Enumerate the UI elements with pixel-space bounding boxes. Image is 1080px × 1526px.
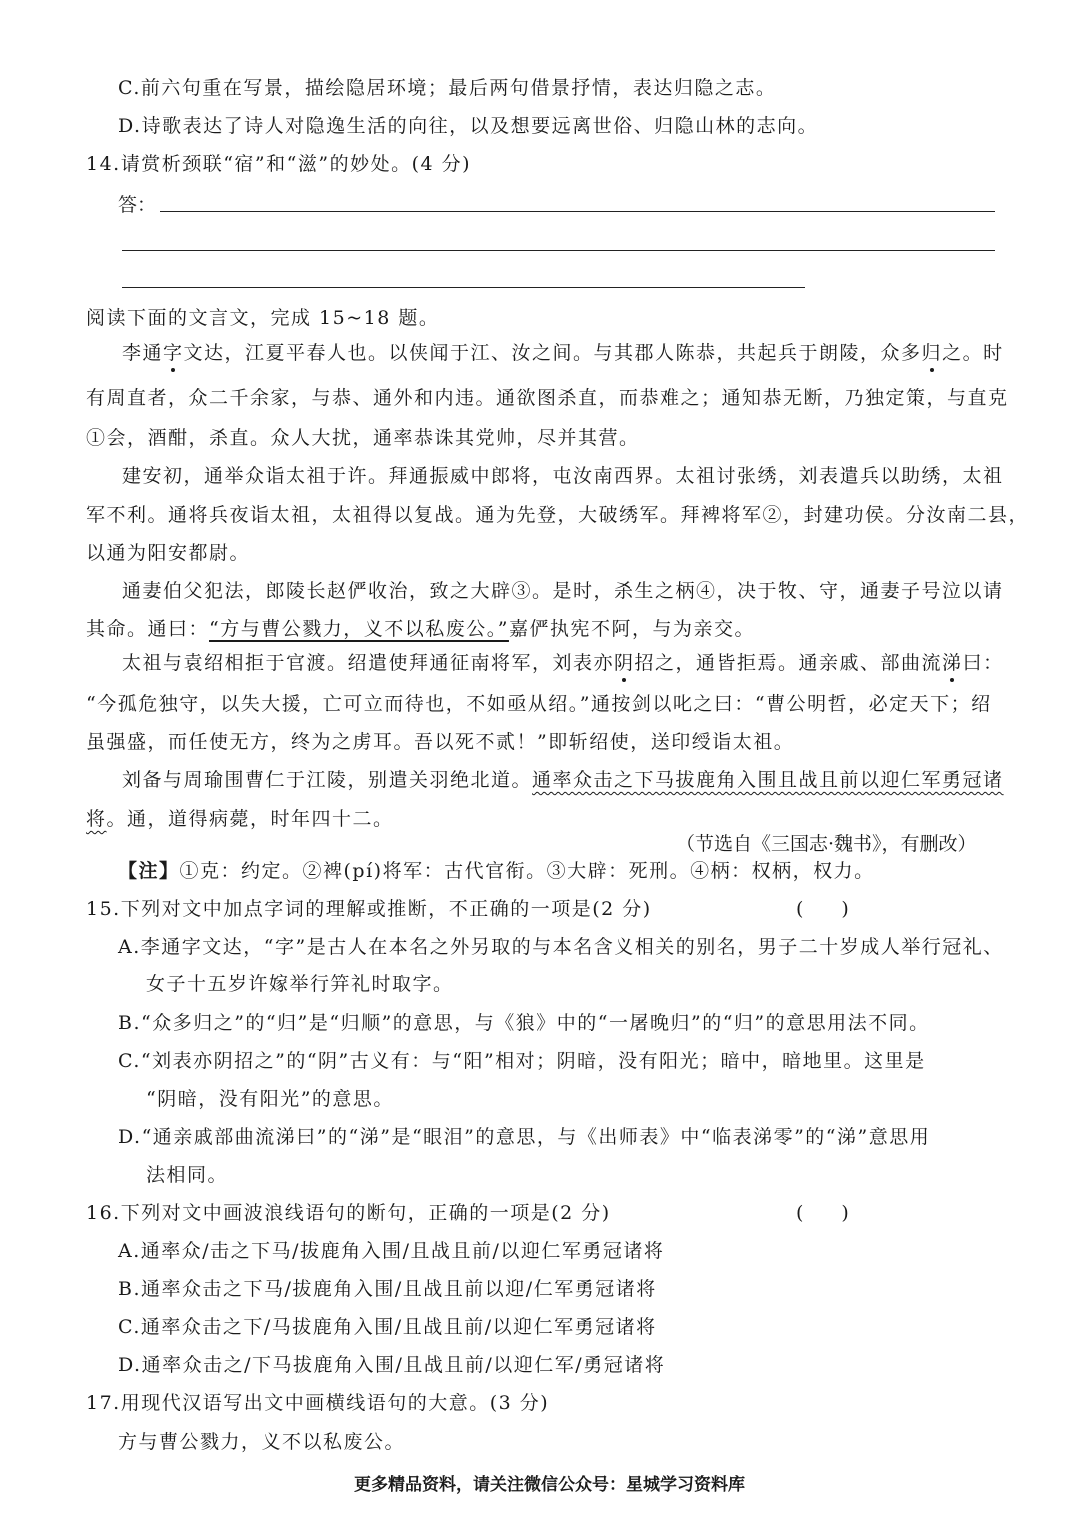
q17-stem: 17.用现代汉语写出文中画横线语句的大意。(3 分) bbox=[86, 1392, 550, 1414]
passage-p5-line-1: 刘备与周瑜围曹仁于江陵，别遣关羽绝北道。通率众击之下马拔鹿角入围且战且前以迎仁军勇冠诸 bbox=[122, 769, 1004, 791]
q14-answer-label: 答： bbox=[118, 194, 157, 216]
dotted-char-yin: 阴 bbox=[614, 652, 635, 674]
q16-option-b: B.通率众击之下马/拔鹿角入围/且战且前以迎/仁军勇冠诸将 bbox=[118, 1278, 657, 1300]
passage-p5-line-2: 将。通，道得病薨，时年四十二。 bbox=[86, 808, 394, 830]
q16-option-d: D.通率众击之/下马拔鹿角入围/且战且前/以迎仁军/勇冠诸将 bbox=[118, 1354, 666, 1376]
footer-promo: 更多精品资料，请关注微信公众号：星城学习资料库 bbox=[354, 1475, 745, 1495]
passage-p2-line-2: 军不利。通将兵夜诣太祖，太祖得以复战。通为先登，大破绣军。拜裨将军②，封建功侯。分汝南二县， bbox=[86, 504, 1030, 526]
q16-answer-paren: ( ) bbox=[796, 1202, 849, 1224]
q17-sentence: 方与曹公戮力，义不以私废公。 bbox=[118, 1431, 406, 1453]
q16-stem: 16.下列对文中画波浪线语句的断句，正确的一项是(2 分) bbox=[86, 1202, 611, 1224]
q16-option-c: C.通率众击之下/马拔鹿角入围/且战且前/以迎仁军勇冠诸将 bbox=[118, 1316, 657, 1338]
passage-p3-line-1: 通妻伯父犯法，郎陵长赵俨收治，致之大辟③。是时，杀生之柄④，决于牧、守，通妻子号泣以请 bbox=[122, 580, 1004, 602]
q15-option-d-line-2: 法相同。 bbox=[146, 1164, 229, 1186]
q15-option-c-line-2: “阴暗，没有阳光”的意思。 bbox=[146, 1088, 394, 1110]
passage-source: （节选自《三国志·魏书》，有删改） bbox=[676, 833, 977, 855]
passage-p3-line-2: 其命。通曰：“方与曹公戮力，义不以私废公。”嘉俨执宪不阿，与为亲交。 bbox=[86, 618, 755, 640]
dotted-char-ti: 涕 bbox=[942, 652, 963, 674]
q16-option-a: A.通率众/击之下马/拔鹿角入围/且战且前/以迎仁军勇冠诸将 bbox=[118, 1240, 665, 1262]
passage-p2-line-3: 以通为阳安都尉。 bbox=[86, 542, 251, 564]
passage-p1-line-2: 有周直者，众二千余家，与恭、通外和内违。通欲图杀直，而恭难之；通知恭无断，乃独定策，与直克 bbox=[86, 387, 1009, 409]
passage-intro: 阅读下面的文言文，完成 15~18 题。 bbox=[86, 307, 440, 329]
q15-answer-paren: ( ) bbox=[796, 898, 849, 920]
q15-option-a-line-2: 女子十五岁许嫁举行笄礼时取字。 bbox=[146, 973, 454, 995]
q14-stem: 14.请赏析颈联“宿”和“滋”的妙处。(4 分) bbox=[86, 153, 472, 175]
q15-option-a-line-1: A.李通字文达，“字”是古人在本名之外另取的与本名含义相关的别名，男子二十岁成人举行冠礼、 bbox=[118, 936, 1004, 958]
passage-p1-line-1: 李通字文达，江夏平春人也。以侠闻于江、汝之间。与其郡人陈恭，共起兵于朗陵，众多归之。时 bbox=[122, 342, 1004, 364]
passage-p2-line-1: 建安初，通举众诣太祖于许。拜通振威中郎将，屯汝南西界。太祖讨张绣，刘表遣兵以助绣，太祖 bbox=[122, 465, 1004, 487]
passage-p4-line-1: 太祖与袁绍相拒于官渡。绍遣使拜通征南将军，刘表亦阴招之，通皆拒焉。通亲戚、部曲流涕曰： bbox=[122, 652, 1004, 674]
answer-line-3 bbox=[122, 287, 805, 288]
q15-stem: 15.下列对文中加点字词的理解或推断，不正确的一项是(2 分) bbox=[86, 898, 652, 920]
q15-option-c-line-1: C.“刘表亦阴招之”的“阴”古义有：与“阳”相对；阴暗，没有阳光；暗中，暗地里。这里是 bbox=[118, 1050, 926, 1072]
passage-notes: 【注】①克：约定。②裨(pí)将军：古代官衔。③大辟：死刑。④柄：权柄，权力。 bbox=[118, 860, 875, 882]
passage-p4-line-2: “今孤危独守，以失大援，亡可立而待也，不如亟从绍。”通按剑以叱之曰：“曹公明哲，必定天下；绍 bbox=[86, 693, 992, 715]
q15-option-d-line-1: D.“通亲戚部曲流涕曰”的“涕”是“眼泪”的意思，与《出师表》中“临表涕零”的“涕”意思用 bbox=[118, 1126, 931, 1148]
wavy-sentence-part-2: 将 bbox=[86, 808, 107, 830]
wavy-sentence-part-1: 通率众击之下马拔鹿角入围且战且前以迎仁军勇冠诸 bbox=[532, 769, 1004, 791]
q13-option-d: D.诗歌表达了诗人对隐逸生活的向往，以及想要远离世俗、归隐山林的志向。 bbox=[118, 115, 819, 137]
answer-line-2 bbox=[122, 250, 995, 251]
q15-option-b: B.“众多归之”的“归”是“归顺”的意思，与《狼》中的“一屠晚归”的“归”的意思用法不同。 bbox=[118, 1012, 930, 1034]
dotted-char-gui: 归 bbox=[921, 342, 943, 364]
dotted-char-zi: 字 bbox=[163, 342, 184, 364]
passage-p1-line-3: ①会，酒酣，杀直。众人大扰，通率恭诛其党帅，尽并其营。 bbox=[86, 427, 640, 449]
passage-p4-line-3: 虽强盛，而任使无方，终为之虏耳。吾以死不贰！”即斩绍使，送印绶诣太祖。 bbox=[86, 731, 795, 753]
q13-option-c: C.前六句重在写景，描绘隐居环境；最后两句借景抒情，表达归隐之志。 bbox=[118, 77, 777, 99]
answer-line-1 bbox=[160, 211, 995, 212]
note-label: 【注】 bbox=[118, 860, 180, 882]
underlined-sentence: “方与曹公戮力，义不以私废公。” bbox=[209, 618, 509, 640]
